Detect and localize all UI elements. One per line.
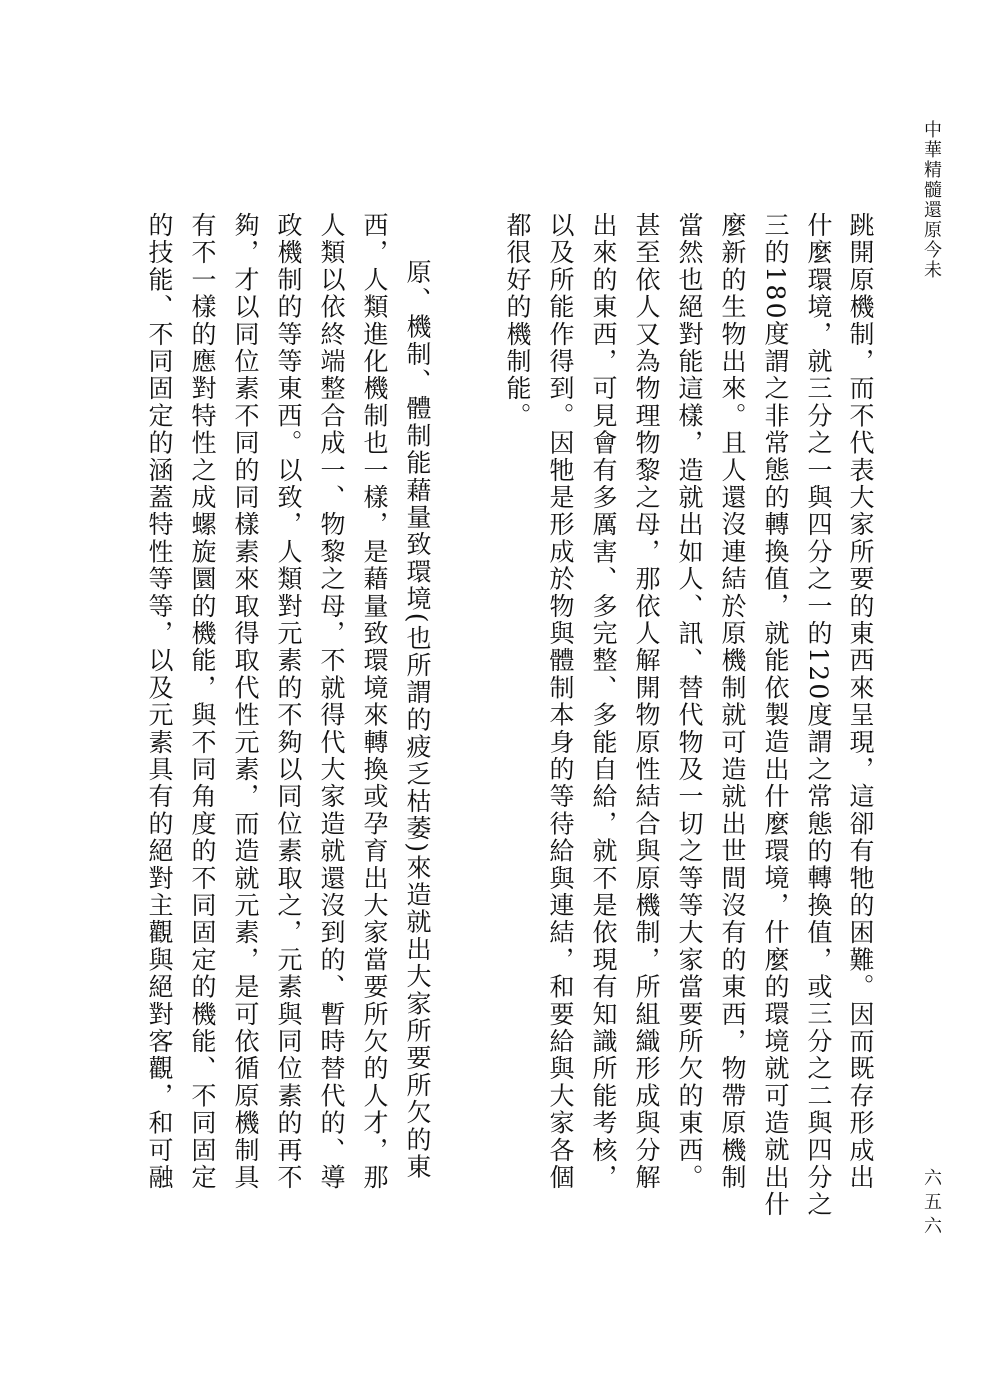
text-column: 跳開原機制，而不代表大家所要的東西來呈現，這卻有牠的困難。因而既存形成出	[846, 212, 875, 1192]
text-column: 的技能、不同固定的涵蓋特性等等，以及元素具有的絕對主觀與絕對客觀，和可融	[145, 212, 174, 1192]
text-column: 政機制的等等東西。以致，人類對元素的不夠以同位素取之，元素與同位素的再不	[274, 212, 303, 1192]
running-header: 中華精髓還原今未	[921, 120, 942, 280]
text-column: 人類以依終端整合成一、物黎之母，不就得代大家造就還沒到的、暫時替代的、導	[317, 212, 346, 1192]
text-column: 都很好的機制能。	[503, 212, 532, 430]
page-number: 六五六	[921, 1168, 942, 1240]
text-column: 原、機制、體制能藉量致環境(也所謂的疲乏枯萎)來造就出大家所要所欠的東	[403, 232, 432, 1181]
text-column: 有不一樣的應對特性之成螺旋圜的機能，與不同角度的不同固定的機能、不同固定	[188, 212, 217, 1192]
text-column: 出來的東西，可見會有多厲害、多完整、多能自給，就不是依現有知識所能考核，	[589, 212, 618, 1192]
text-column: 三的180度謂之非常態的轉換值，就能依製造出什麼環境，什麼的環境就可造就出什	[761, 212, 790, 1219]
text-column: 什麼環境，就三分之一與四分之一的120度謂之常態的轉換值，或三分之二與四分之	[804, 212, 833, 1219]
text-column: 麼新的生物出來。且人還沒連結於原機制就可造就出世間沒有的東西，物帶原機制	[718, 212, 747, 1192]
text-column: 夠，才以同位素不同的同樣素來取得取代性元素，而造就元素，是可依循原機制具	[231, 212, 260, 1192]
text-column: 西，人類進化機制也一樣，是藉量致環境來轉換或孕育出大家當要所欠的人才，那	[360, 212, 389, 1192]
text-column: 當然也絕對能這樣，造就出如人、訊、替代物及一切之等等大家當要所欠的東西。	[675, 212, 704, 1192]
text-column: 甚至依人又為物理物黎之母，那依人解開物原性結合與原機制，所組織形成與分解	[632, 212, 661, 1192]
text-column: 以及所能作得到。因牠是形成於物與體制本身的等待給與連結，和要給與大家各個	[546, 212, 575, 1192]
